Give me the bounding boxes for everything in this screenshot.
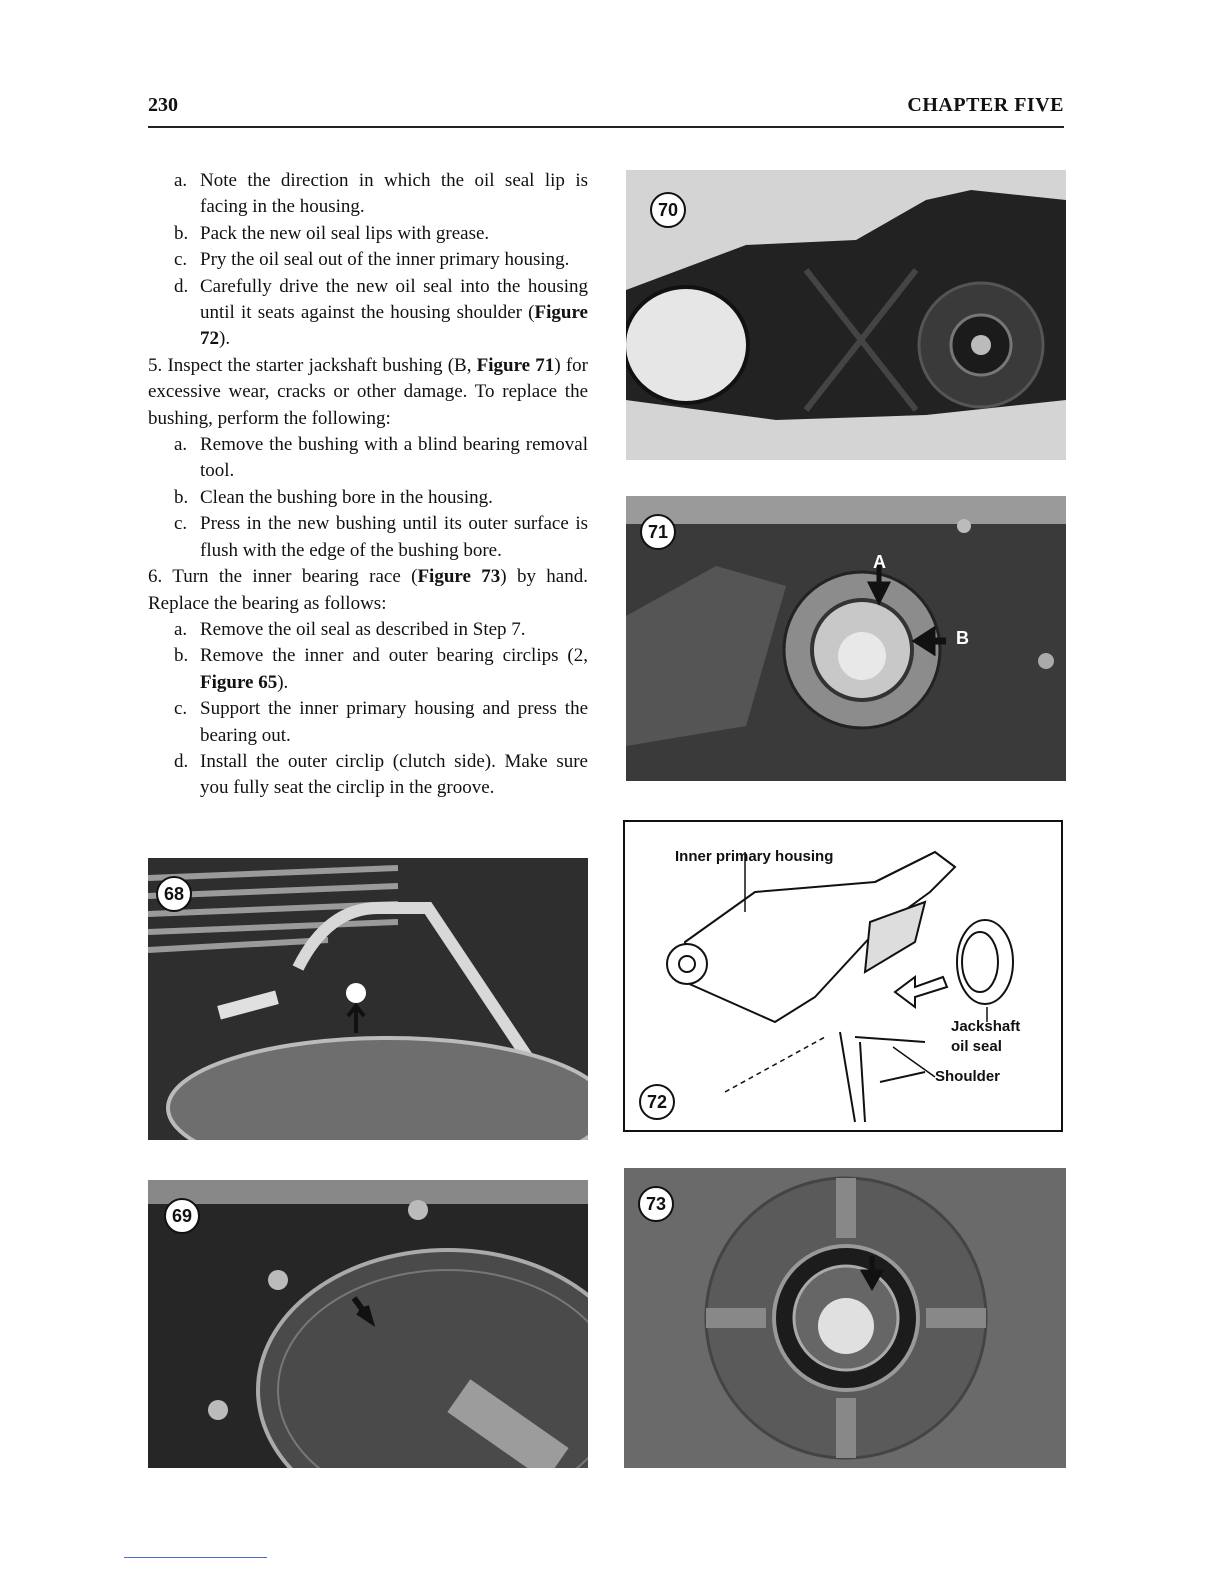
figure-71-label-a: A <box>873 552 886 572</box>
list-item-letter: a. <box>174 618 188 640</box>
text-run: Remove the oil seal as described in Step 7. <box>200 618 526 640</box>
engine-fins-illustration <box>148 858 588 1140</box>
figure-70-photo <box>626 170 1066 460</box>
figure-72-badge: 72 <box>639 1084 675 1120</box>
list-item <box>174 247 588 273</box>
jackshaft-bushing-illustration <box>626 496 1066 781</box>
list-item <box>174 274 588 353</box>
primary-cover-illustration <box>626 170 1066 460</box>
figure-68-badge: 68 <box>156 876 192 912</box>
figure-73-photo <box>624 1168 1066 1468</box>
list-item-text <box>200 617 588 643</box>
text-run: Remove the inner and outer bearing circlips (2, <box>200 645 588 667</box>
figure-69-photo <box>148 1180 588 1468</box>
list-item <box>174 432 588 485</box>
text-run: Install the outer circlip (clutch side). Make sure you fully seat the circlip in the groove. <box>200 750 588 799</box>
label-oil-seal: oil seal <box>951 1038 1002 1055</box>
figure-reference: Figure 73 <box>417 566 501 588</box>
figure-reference: Figure 72 <box>200 302 588 350</box>
list-item <box>174 643 588 696</box>
text-run: 5. Inspect the starter jackshaft bushing (B, <box>148 354 477 376</box>
jackshaft-seal-drawing <box>625 822 1063 1132</box>
text-run: ) by hand. Replace the bearing as follows: <box>148 566 588 614</box>
list-item <box>174 696 588 749</box>
starter-cover-illustration <box>148 1180 588 1468</box>
figure-71-photo <box>626 496 1066 781</box>
body-text <box>148 168 588 802</box>
list-item-letter: a. <box>174 170 188 191</box>
figure-73-badge: 73 <box>638 1186 674 1222</box>
list-item-text <box>200 221 588 247</box>
text-run: Clean the bushing bore in the housing. <box>200 486 493 508</box>
text-run: ). <box>277 671 289 693</box>
page-number: 230 <box>148 94 178 116</box>
list-item-text <box>200 643 588 696</box>
label-jackshaft: Jackshaft <box>951 1018 1021 1035</box>
text-run: ). <box>219 328 231 350</box>
figure-reference: Figure 65 <box>200 671 278 693</box>
text-run: Carefully drive the new oil seal into the housing until it seats against the housing shoulder ( <box>200 275 588 324</box>
list-item-text <box>200 432 588 485</box>
list-item-text <box>200 511 588 564</box>
figure-71-badge: 71 <box>640 514 676 550</box>
list-item-letter: b. <box>174 222 189 244</box>
figure-70-badge: 70 <box>650 192 686 228</box>
list-item <box>174 168 588 221</box>
list-item-letter: b. <box>174 645 189 667</box>
list-item-letter: d. <box>174 275 189 297</box>
list-item <box>174 221 588 247</box>
figure-68-photo <box>148 858 588 1140</box>
list-item-letter: c. <box>174 698 188 720</box>
list-item-letter: c. <box>174 249 188 271</box>
page-header <box>148 94 1064 128</box>
footer-rule <box>124 1557 267 1558</box>
list-item-letter: a. <box>174 434 188 456</box>
list-item-text <box>200 247 588 273</box>
text-run: Pry the oil seal out of the inner primary housing. <box>200 249 570 271</box>
text-run: Remove the bushing with a blind bearing removal tool. <box>200 434 588 482</box>
text-run: Pack the new oil seal lips with grease. <box>200 222 490 244</box>
bearing-race-illustration <box>624 1168 1066 1468</box>
text-run: Note the direction in which the oil seal lip is facing in the housing. <box>200 170 588 218</box>
list-item-text <box>200 485 588 511</box>
list-item <box>174 749 588 802</box>
step4-list <box>148 168 588 353</box>
list-item-text <box>200 749 588 802</box>
text-run: ) for excessive wear, cracks or other damage. To replace the bushing, perform the following: <box>148 354 588 429</box>
figure-71-label-b: B <box>956 628 969 648</box>
list-item-letter: b. <box>174 486 189 508</box>
text-run: Support the inner primary housing and press the bearing out. <box>200 698 588 746</box>
text-run: 6. Turn the inner bearing race ( <box>148 566 418 588</box>
chapter-title: CHAPTER FIVE <box>907 94 1064 116</box>
list-item-letter: c. <box>174 513 188 535</box>
label-inner-primary-housing: Inner primary housing <box>675 848 834 865</box>
label-shoulder: Shoulder <box>935 1068 1001 1085</box>
list-item <box>174 617 588 643</box>
list-item <box>174 511 588 564</box>
figure-reference: Figure 71 <box>476 354 555 376</box>
step6-paragraph <box>148 564 588 617</box>
step6-list <box>148 617 588 802</box>
step5-list <box>148 432 588 564</box>
list-item-text <box>200 168 588 221</box>
step5-paragraph <box>148 353 588 432</box>
list-item-letter: d. <box>174 750 189 772</box>
list-item-text <box>200 274 588 353</box>
figure-69-badge: 69 <box>164 1198 200 1234</box>
list-item <box>174 485 588 511</box>
figure-72-diagram <box>623 820 1063 1132</box>
list-item-text <box>200 696 588 749</box>
text-run: Press in the new bushing until its outer surface is flush with the edge of the bushing bore. <box>200 513 588 561</box>
